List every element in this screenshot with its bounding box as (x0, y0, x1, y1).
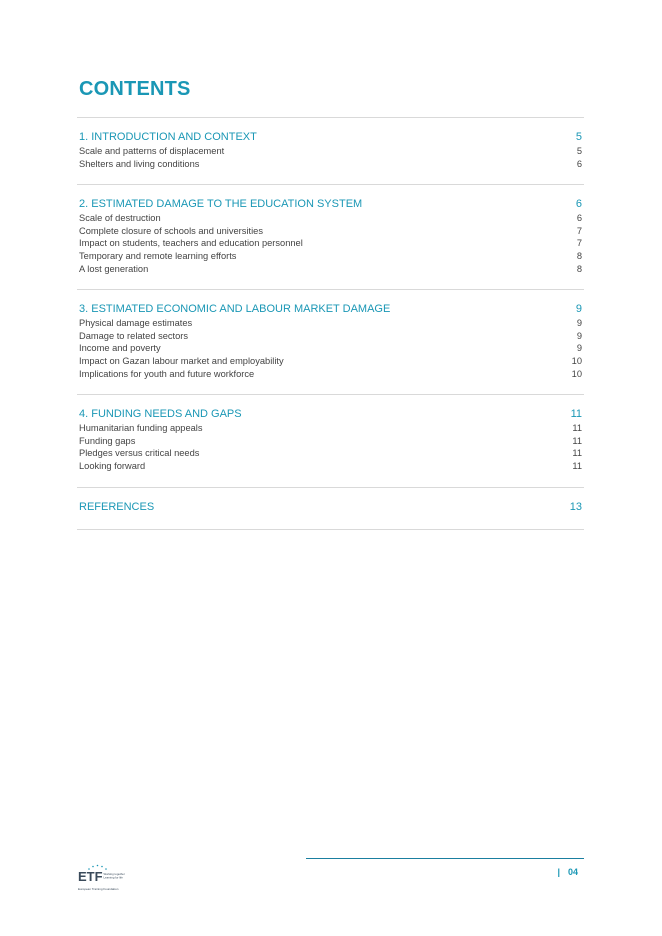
toc-entry[interactable] (79, 263, 582, 276)
toc-entry-page: 10 (571, 368, 582, 379)
toc-entry-label: A lost generation (79, 263, 149, 274)
toc-entry-label: Humanitarian funding appeals (79, 423, 203, 434)
toc-entry[interactable] (79, 342, 582, 355)
table-of-contents (77, 117, 584, 530)
page-number: 04 (567, 867, 578, 877)
toc-entry-label: Income and poverty (79, 343, 161, 354)
toc-heading-page: 13 (569, 500, 582, 513)
toc-entry[interactable] (79, 250, 582, 263)
toc-entry-page: 7 (576, 238, 582, 249)
toc-entry-page: 9 (576, 330, 582, 341)
toc-entry-label: Physical damage estimates (79, 318, 193, 329)
toc-entry[interactable] (79, 225, 582, 238)
logo-tagline-1: Working together (103, 872, 125, 876)
toc-entry-label: Shelters and living conditions (79, 158, 200, 169)
toc-entry[interactable] (79, 330, 582, 343)
toc-entry-label: Impact on students, teachers and education personnel (79, 238, 303, 249)
toc-entry-label: Scale and patterns of displacement (79, 146, 225, 156)
footer-page-number (557, 867, 578, 877)
toc-entry-label: Looking forward (79, 460, 146, 471)
toc-entry[interactable] (79, 158, 582, 171)
toc-entry-page: 6 (576, 158, 582, 169)
toc-section-heading[interactable] (79, 131, 582, 144)
toc-entry-label: Funding gaps (79, 435, 136, 446)
toc-heading-page: 6 (575, 198, 582, 211)
toc-entry-page: 9 (576, 343, 582, 354)
toc-entry-page: 11 (572, 435, 582, 446)
logo-org-name: European Training Foundation (78, 887, 119, 891)
toc-section-heading[interactable] (79, 408, 582, 421)
toc-entry-label: Implications for youth and future workforce (79, 368, 255, 379)
toc-section-heading[interactable] (79, 303, 582, 316)
toc-section (77, 487, 584, 530)
toc-heading-label: 2. ESTIMATED DAMAGE TO THE EDUCATION SYSTEM (79, 198, 363, 211)
toc-entry[interactable] (79, 368, 582, 381)
toc-entry-page: 11 (572, 423, 582, 434)
logo-wordmark: ETF (78, 869, 103, 884)
toc-heading-page: 5 (575, 131, 582, 143)
toc-entry-label: Pledges versus critical needs (79, 448, 200, 459)
toc-heading-label: 1. INTRODUCTION AND CONTEXT (79, 131, 257, 143)
toc-section-heading[interactable] (79, 501, 582, 514)
toc-heading-page: 9 (575, 303, 582, 316)
toc-entry-page: 7 (576, 225, 582, 236)
toc-heading-label: 3. ESTIMATED ECONOMIC AND LABOUR MARKET DAMAGE (79, 303, 391, 316)
toc-entry[interactable] (79, 355, 582, 368)
toc-section (77, 289, 584, 394)
toc-entry-label: Temporary and remote learning efforts (79, 250, 237, 261)
toc-entry[interactable] (79, 237, 582, 250)
toc-section-heading[interactable] (79, 198, 582, 211)
toc-heading-page: 11 (570, 408, 582, 421)
toc-entry[interactable] (79, 447, 582, 460)
toc-entry-page: 6 (576, 213, 582, 224)
toc-heading-label: 4. FUNDING NEEDS AND GAPS (79, 408, 242, 421)
toc-entry-label: Complete closure of schools and universities (79, 225, 263, 236)
toc-entry-page: 10 (571, 355, 582, 366)
toc-entry-label: Damage to related sectors (79, 330, 189, 341)
footer-rule (306, 858, 584, 859)
toc-entry[interactable] (79, 460, 582, 473)
toc-entry-page: 8 (576, 263, 582, 274)
page-title: CONTENTS (79, 78, 191, 100)
toc-entry[interactable] (79, 317, 582, 330)
footer-separator: | (557, 867, 560, 877)
toc-entry[interactable] (79, 212, 582, 225)
toc-entry-page: 11 (572, 460, 582, 471)
toc-entry[interactable] (79, 435, 582, 448)
toc-section (77, 394, 584, 486)
etf-logo (78, 862, 138, 896)
toc-entry[interactable] (79, 422, 582, 435)
logo-tagline-2: Learning for life (103, 875, 123, 880)
toc-entry-page: 8 (576, 250, 582, 261)
toc-section (77, 117, 584, 184)
toc-entry-page: 11 (572, 448, 582, 459)
toc-heading-label: REFERENCES (79, 500, 155, 513)
toc-entry-page: 9 (576, 318, 582, 329)
toc-section (77, 184, 584, 289)
toc-entry-label: Scale of destruction (79, 213, 161, 224)
toc-entry-page: 5 (576, 146, 582, 156)
toc-entry-label: Impact on Gazan labour market and employability (79, 355, 284, 366)
toc-entry[interactable] (79, 145, 582, 158)
